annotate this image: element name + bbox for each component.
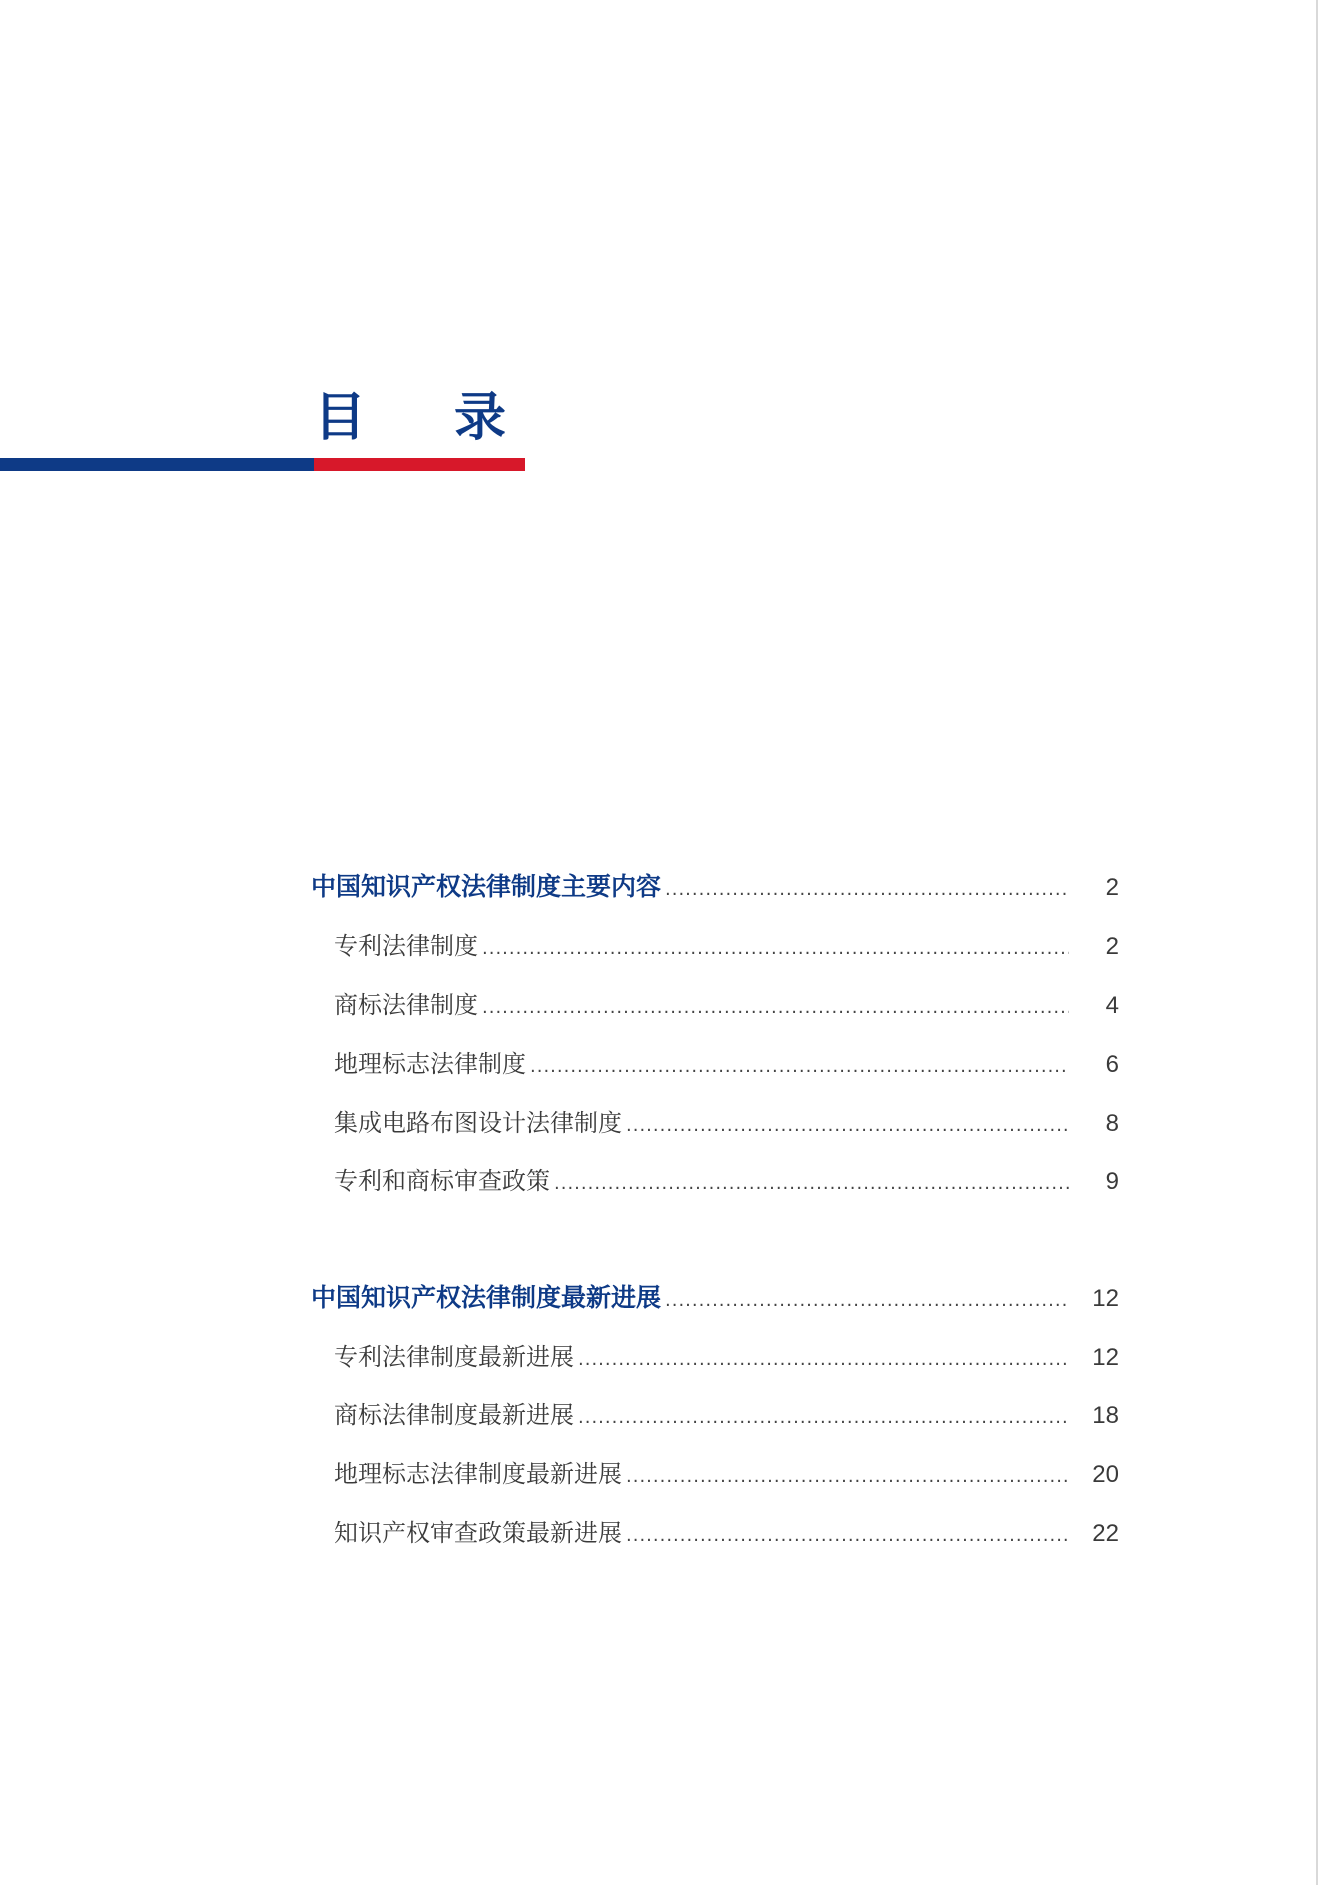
toc-section-title: 中国知识产权法律制度主要内容 — [311, 872, 662, 901]
title-char-2: 录 — [454, 388, 595, 448]
toc-item-title: 专利法律制度最新进展 — [334, 1343, 574, 1371]
toc-leader-dots — [665, 1290, 1069, 1311]
toc-page-number: 6 — [1105, 1051, 1119, 1078]
toc-item-title: 专利法律制度 — [334, 932, 478, 960]
toc-leader-dots — [626, 1525, 1069, 1546]
toc-item-2-4[interactable] — [334, 1516, 1119, 1551]
toc-item-title: 集成电路布图设计法律制度 — [334, 1109, 622, 1137]
toc-item-2-2[interactable] — [334, 1398, 1119, 1433]
toc-item-title: 地理标志法律制度 — [334, 1050, 526, 1078]
toc-item-1-1[interactable] — [334, 929, 1119, 964]
toc-item-title: 商标法律制度 — [334, 991, 478, 1019]
toc-item-1-3[interactable] — [334, 1047, 1119, 1082]
toc-item-title: 专利和商标审查政策 — [334, 1167, 550, 1195]
toc-page-number: 20 — [1092, 1461, 1119, 1488]
toc-section-2[interactable] — [311, 1281, 1119, 1316]
toc-item-title: 知识产权审查政策最新进展 — [334, 1519, 622, 1547]
toc-item-2-3[interactable] — [334, 1457, 1119, 1492]
toc-page-number: 8 — [1105, 1110, 1119, 1137]
toc-item-1-2[interactable] — [334, 988, 1119, 1023]
toc-page-number: 18 — [1092, 1402, 1119, 1429]
toc-leader-dots — [482, 997, 1069, 1018]
toc-section-1[interactable] — [311, 870, 1119, 905]
toc-page-number: 12 — [1092, 1285, 1119, 1312]
toc-leader-dots — [530, 1056, 1069, 1077]
toc-page-number: 9 — [1105, 1168, 1119, 1195]
toc-leader-dots — [482, 938, 1069, 959]
toc-item-1-4[interactable] — [334, 1106, 1119, 1141]
toc-page-number: 4 — [1105, 992, 1119, 1019]
toc-leader-dots — [626, 1115, 1069, 1136]
toc-page-number: 12 — [1092, 1344, 1119, 1371]
toc-item-2-1[interactable] — [334, 1340, 1119, 1375]
toc-section-title: 中国知识产权法律制度最新进展 — [311, 1283, 662, 1312]
toc-leader-dots — [578, 1349, 1069, 1370]
toc-leader-dots — [665, 879, 1069, 900]
toc-leader-dots — [626, 1466, 1069, 1487]
toc-page-number: 2 — [1105, 933, 1119, 960]
toc-item-title: 地理标志法律制度最新进展 — [334, 1460, 622, 1488]
toc-leader-dots — [578, 1407, 1069, 1428]
title-char-1: 目 — [314, 388, 455, 448]
toc-page-number: 2 — [1105, 874, 1119, 901]
toc-page-number: 22 — [1092, 1520, 1119, 1547]
toc-item-1-5[interactable] — [334, 1164, 1119, 1199]
toc-leader-dots — [554, 1173, 1069, 1194]
toc-item-title: 商标法律制度最新进展 — [334, 1401, 574, 1429]
